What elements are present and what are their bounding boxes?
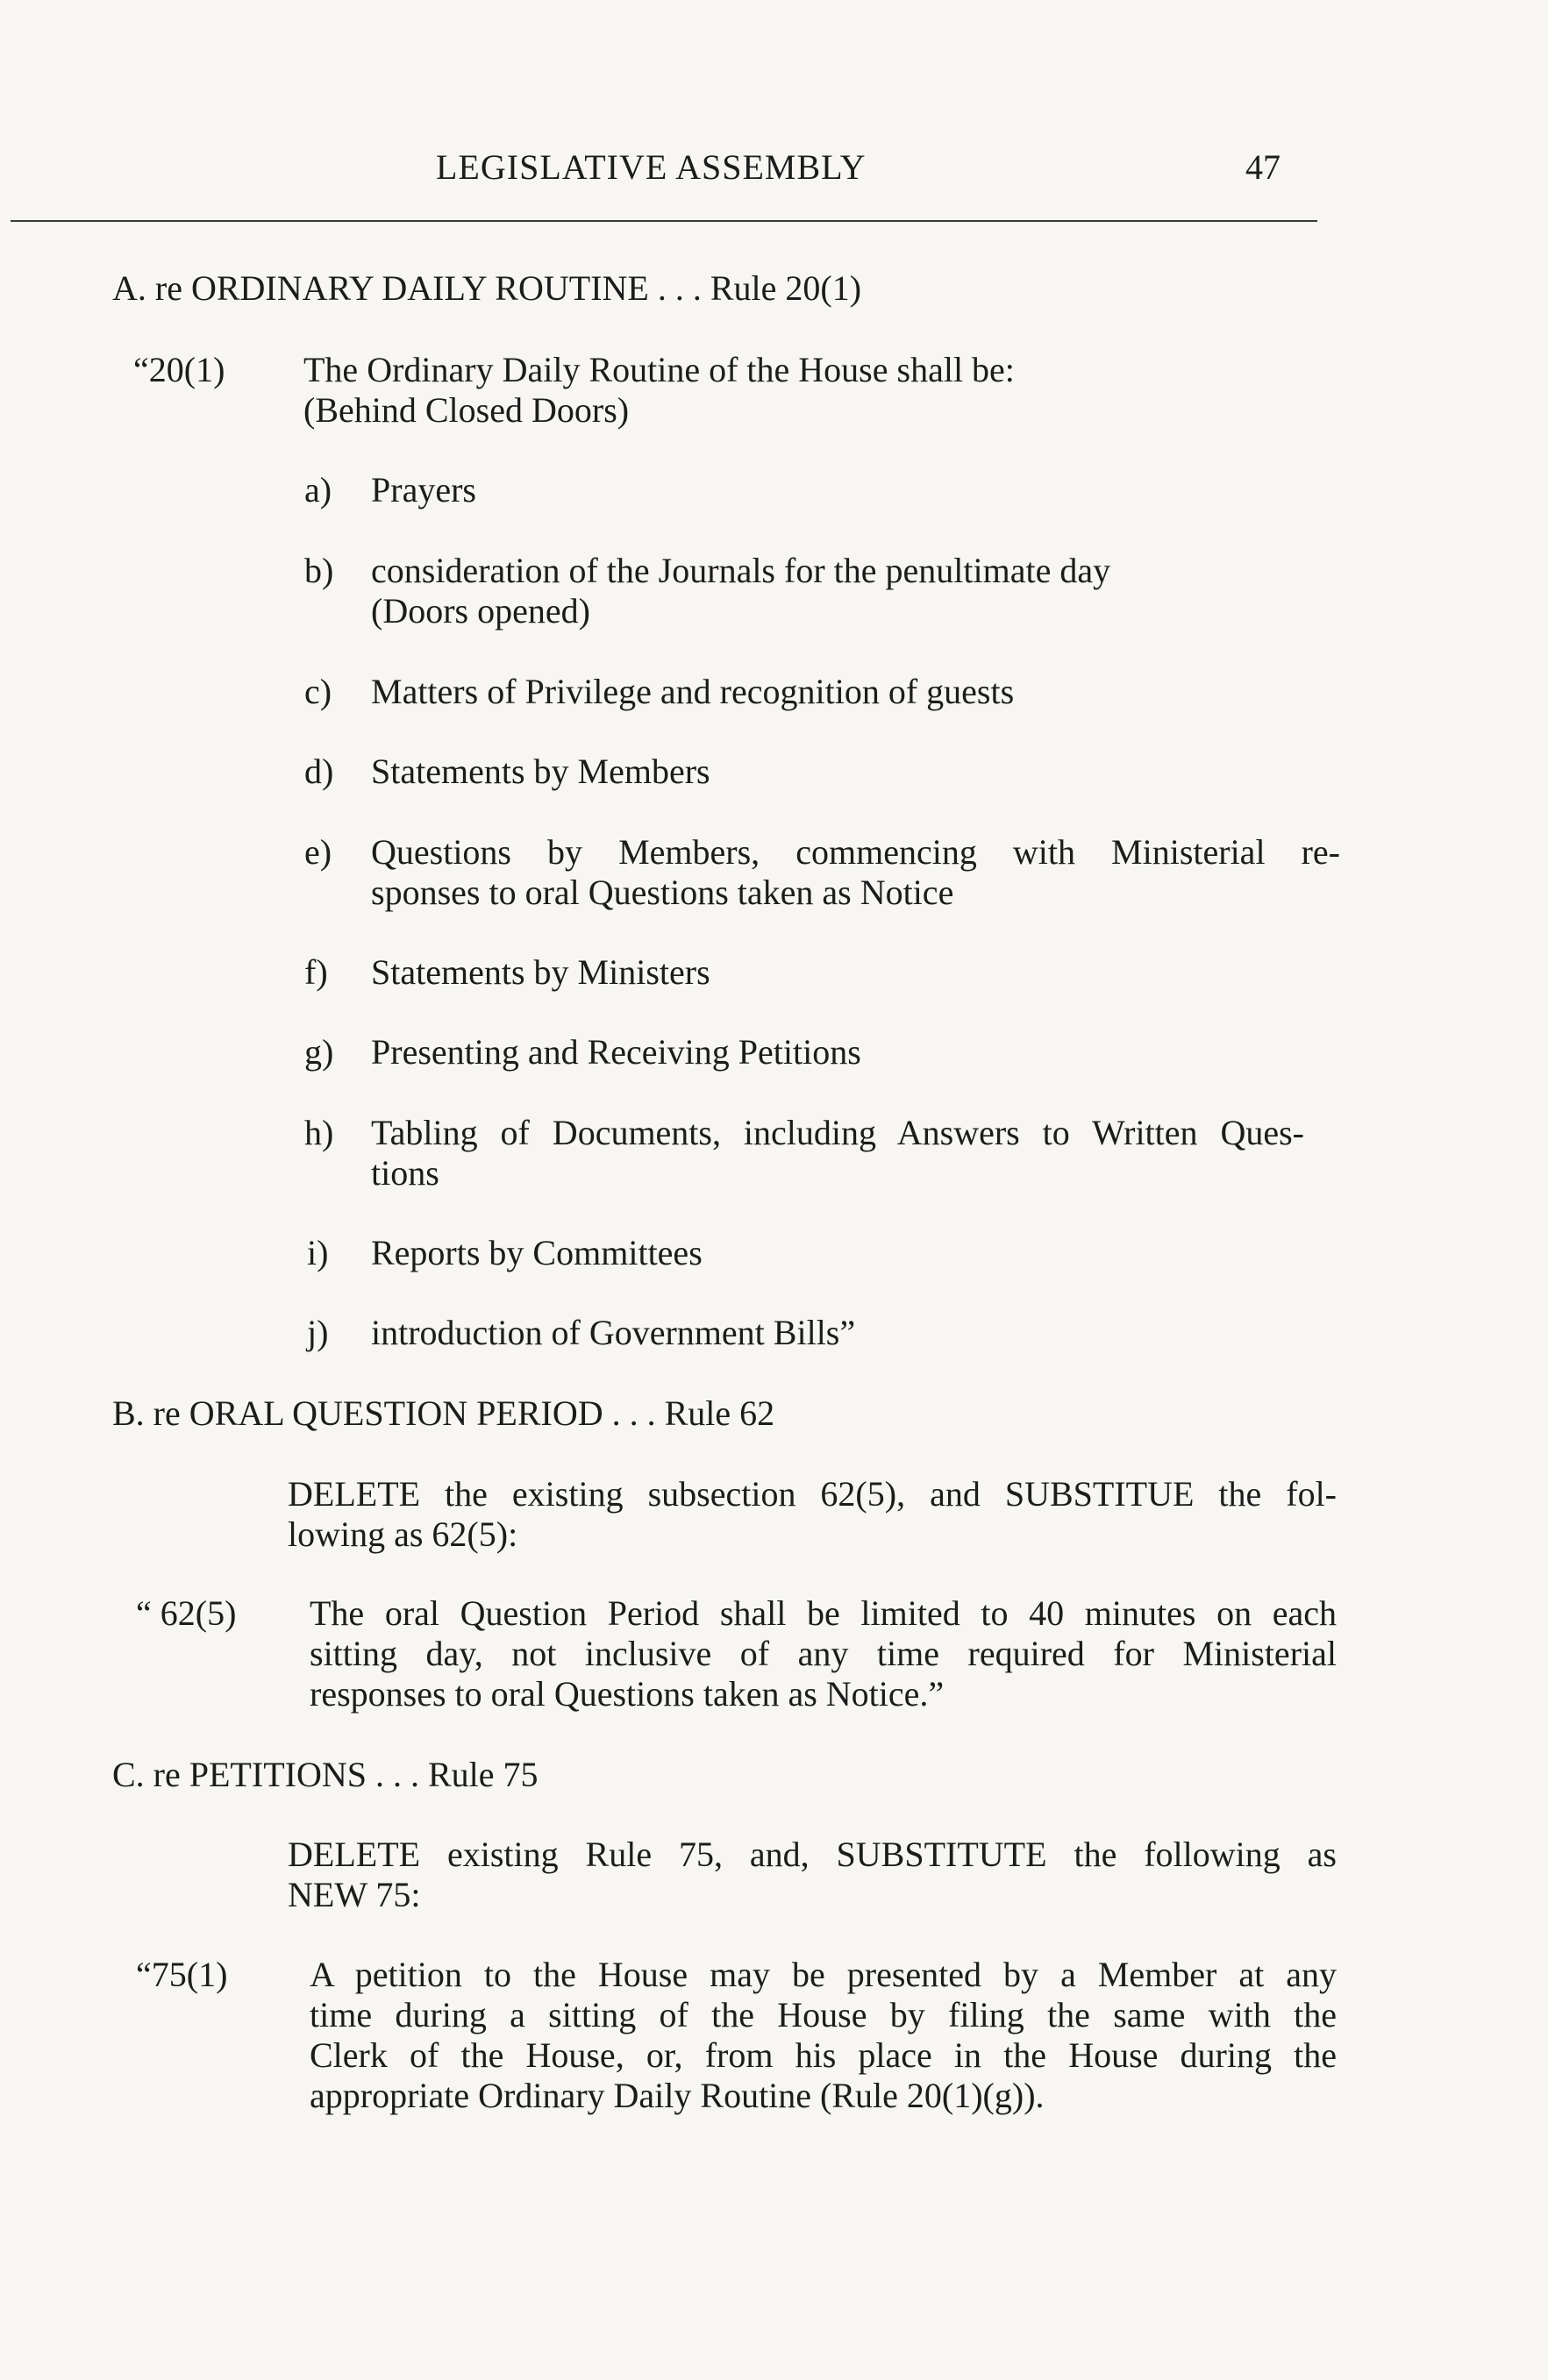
list-item-text: Tabling of Documents, including Answers to Written Ques-: [371, 1113, 1304, 1152]
page-header-title: LEGISLATIVE ASSEMBLY: [436, 147, 867, 187]
rule-75-1-text-line4: appropriate Ordinary Daily Routine (Rule 20(1)(g)).: [310, 2076, 1045, 2115]
list-item-text: Matters of Privilege and recognition of guests: [371, 672, 1015, 711]
list-item-label: f): [304, 952, 328, 992]
rule-75-1-number: “75(1): [136, 1955, 228, 1994]
page-number: 47: [1245, 147, 1280, 187]
rule-62-5-text: The oral Question Period shall be limited to 40 minutes on each: [310, 1593, 1337, 1633]
section-c-instruction-continued: NEW 75:: [288, 1875, 421, 1914]
list-item-label: e): [304, 832, 332, 872]
rule-75-1-text-line3: Clerk of the House, or, from his place in the House during the: [310, 2035, 1337, 2075]
list-item-label: b): [304, 551, 334, 590]
section-c-heading: C. re PETITIONS . . . Rule 75: [112, 1755, 539, 1794]
list-item-text: Prayers: [371, 470, 476, 509]
list-item-text: Presenting and Receiving Petitions: [371, 1032, 861, 1072]
section-b-instruction: DELETE the existing subsection 62(5), and SUBSTITUE the fol-: [288, 1474, 1337, 1514]
list-item-label: c): [304, 672, 332, 711]
list-item-label: h): [304, 1113, 334, 1152]
rule-75-1-text-line2: time during a sitting of the House by filing the same with the: [310, 1995, 1337, 2034]
section-b-heading: B. re ORAL QUESTION PERIOD . . . Rule 62: [112, 1393, 775, 1433]
rule-20-1-number: “20(1): [133, 350, 225, 389]
list-item-label: d): [304, 752, 334, 791]
list-item-text: Statements by Members: [371, 752, 710, 791]
behind-closed-doors-note: (Behind Closed Doors): [303, 390, 630, 430]
list-item-label: g): [304, 1032, 334, 1072]
rule-20-1-intro: The Ordinary Daily Routine of the House shall be:: [303, 350, 1015, 389]
rule-75-1-text: A petition to the House may be presented by a Member at any: [310, 1955, 1337, 1994]
rule-62-5-text-line2: sitting day, not inclusive of any time required for Ministerial: [310, 1634, 1337, 1673]
section-c-instruction: DELETE existing Rule 75, and, SUBSTITUTE the following as: [288, 1835, 1337, 1874]
list-item-text-continued: sponses to oral Questions taken as Notice: [371, 873, 954, 912]
list-item-label: i): [307, 1233, 329, 1272]
list-item-label: j): [307, 1313, 329, 1352]
list-item-text-continued: tions: [371, 1153, 439, 1193]
list-item-text: Reports by Committees: [371, 1233, 703, 1272]
rule-62-5-text-line3: responses to oral Questions taken as Notice.”: [310, 1674, 945, 1714]
rule-62-5-number: “ 62(5): [136, 1593, 237, 1633]
list-item-text: introduction of Government Bills”: [371, 1313, 856, 1352]
section-a-heading: A. re ORDINARY DAILY ROUTINE . . . Rule 20(1): [112, 268, 862, 308]
list-item-text-continued: (Doors opened): [371, 591, 590, 631]
list-item-label: a): [304, 470, 332, 509]
list-item-text: consideration of the Journals for the penultimate day: [371, 551, 1111, 590]
section-b-instruction-continued: lowing as 62(5):: [288, 1514, 518, 1554]
header-divider: [11, 220, 1317, 222]
list-item-text: Statements by Ministers: [371, 952, 710, 992]
list-item-text: Questions by Members, commencing with Ministerial re-: [371, 832, 1340, 872]
